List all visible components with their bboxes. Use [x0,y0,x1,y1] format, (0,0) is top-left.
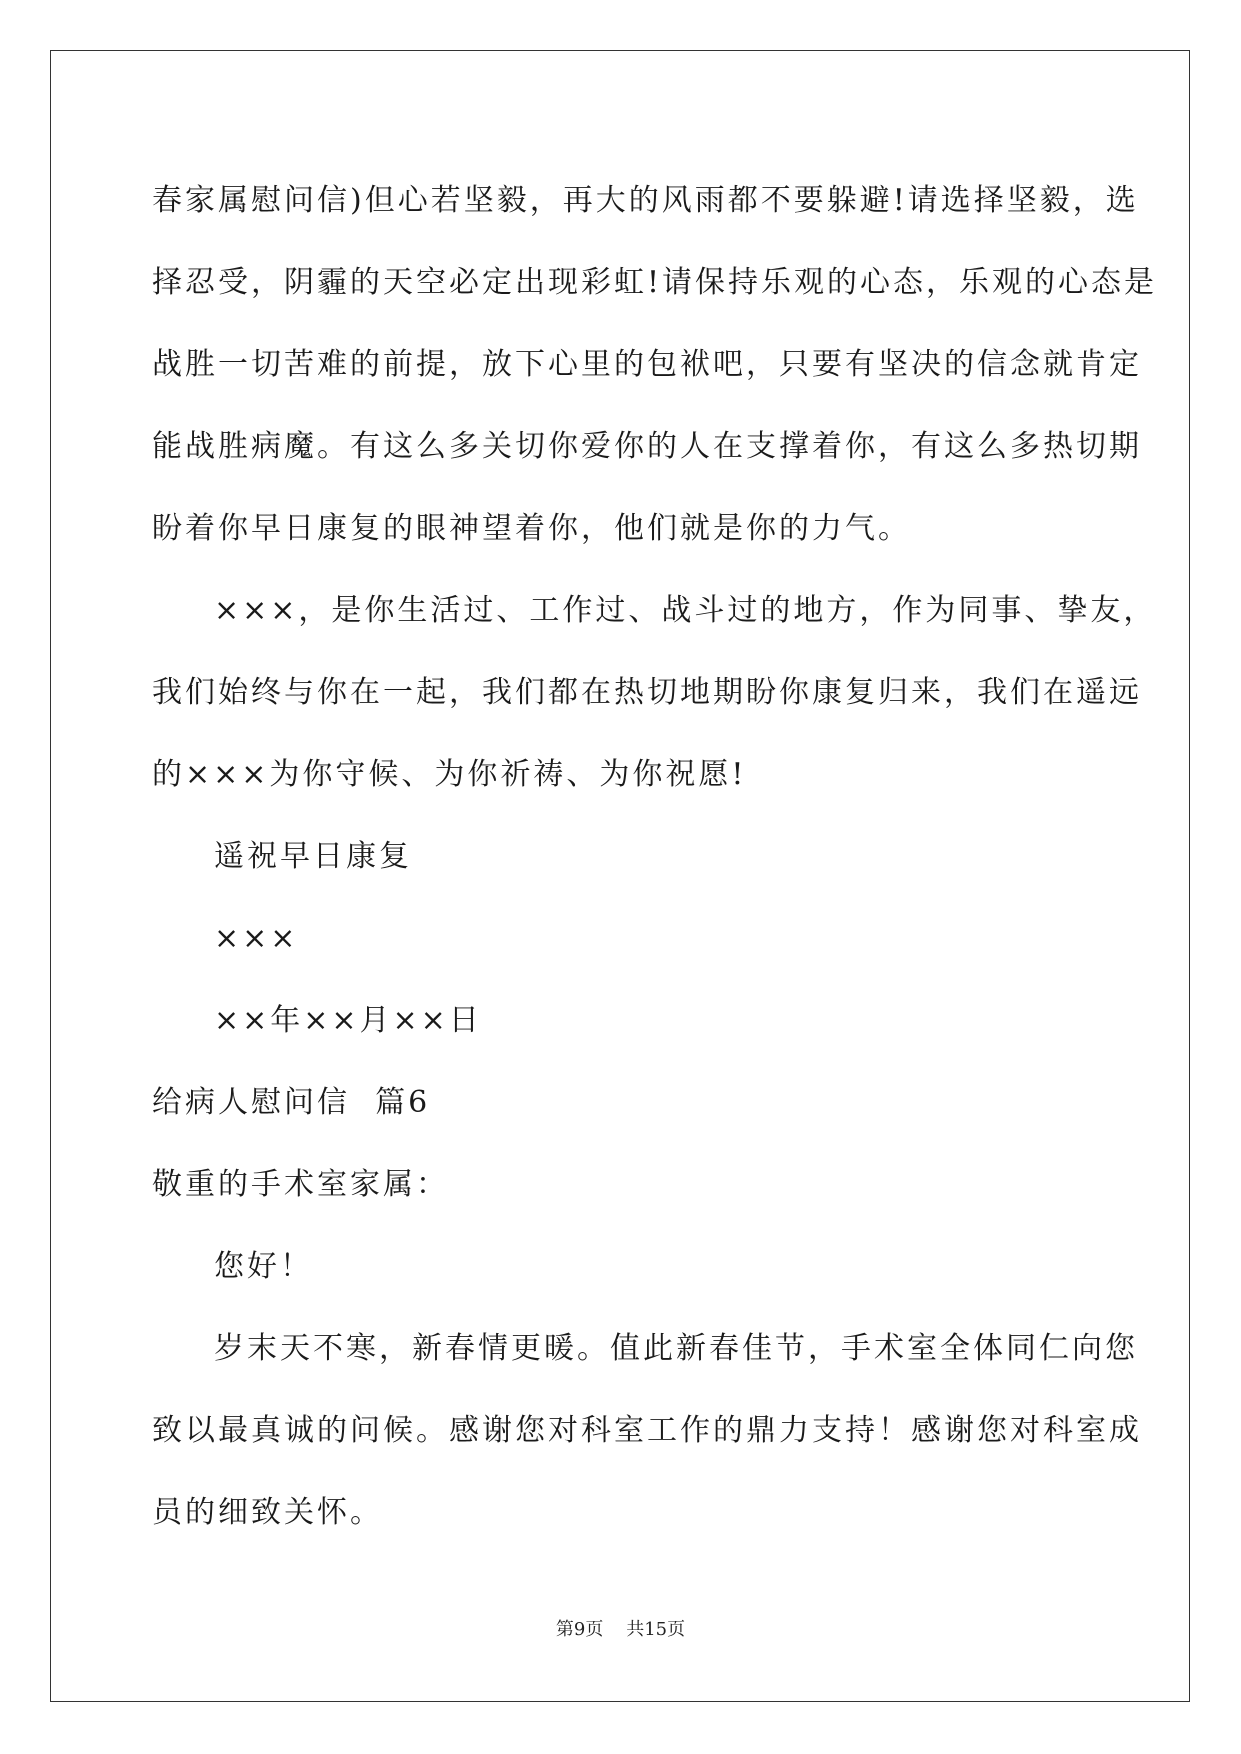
text-line: 岁末天不寒，新春情更暖。值此新春佳节，手术室全体同仁向您 [214,1331,1138,1366]
text-line: 春家属慰问信)但心若坚毅，再大的风雨都不要躲避!请选择坚毅，选 [152,183,1139,218]
date-line: ××年××月××日 [214,1003,482,1038]
text-line: 致以最真诚的问候。感谢您对科室工作的鼎力支持！感谢您对科室成 [152,1413,1142,1448]
page-number: 第9页 共15页 [555,1619,686,1640]
document-body [152,160,1158,1554]
text-line: 员的细致关怀。 [152,1495,383,1530]
signature: ××× [214,921,299,956]
text-line: 战胜一切苦难的前提，放下心里的包袱吧，只要有坚决的信念就肯定 [152,347,1142,382]
salutation: 敬重的手术室家属： [152,1167,449,1202]
text-line: 盼着你早日康复的眼神望着你，他们就是你的力气。 [152,511,911,546]
text-line: 择忍受，阴霾的天空必定出现彩虹!请保持乐观的心态，乐观的心态是 [152,265,1158,300]
section-heading: 给病人慰问信 篇6 [152,1085,431,1120]
text-line: 能战胜病魔。有这么多关切你爱你的人在支撑着你，有这么多热切期 [152,429,1142,464]
text-line: 我们始终与你在一起，我们都在热切地期盼你康复归来，我们在遥远 [152,675,1142,710]
greeting: 您好！ [214,1249,313,1284]
closing-wish: 遥祝早日康复 [214,839,412,874]
text-line: ×××，是你生活过、工作过、战斗过的地方，作为同事、挚友， [214,593,1157,628]
text-line: 的×××为你守候、为你祈祷、为你祝愿! [152,757,747,792]
